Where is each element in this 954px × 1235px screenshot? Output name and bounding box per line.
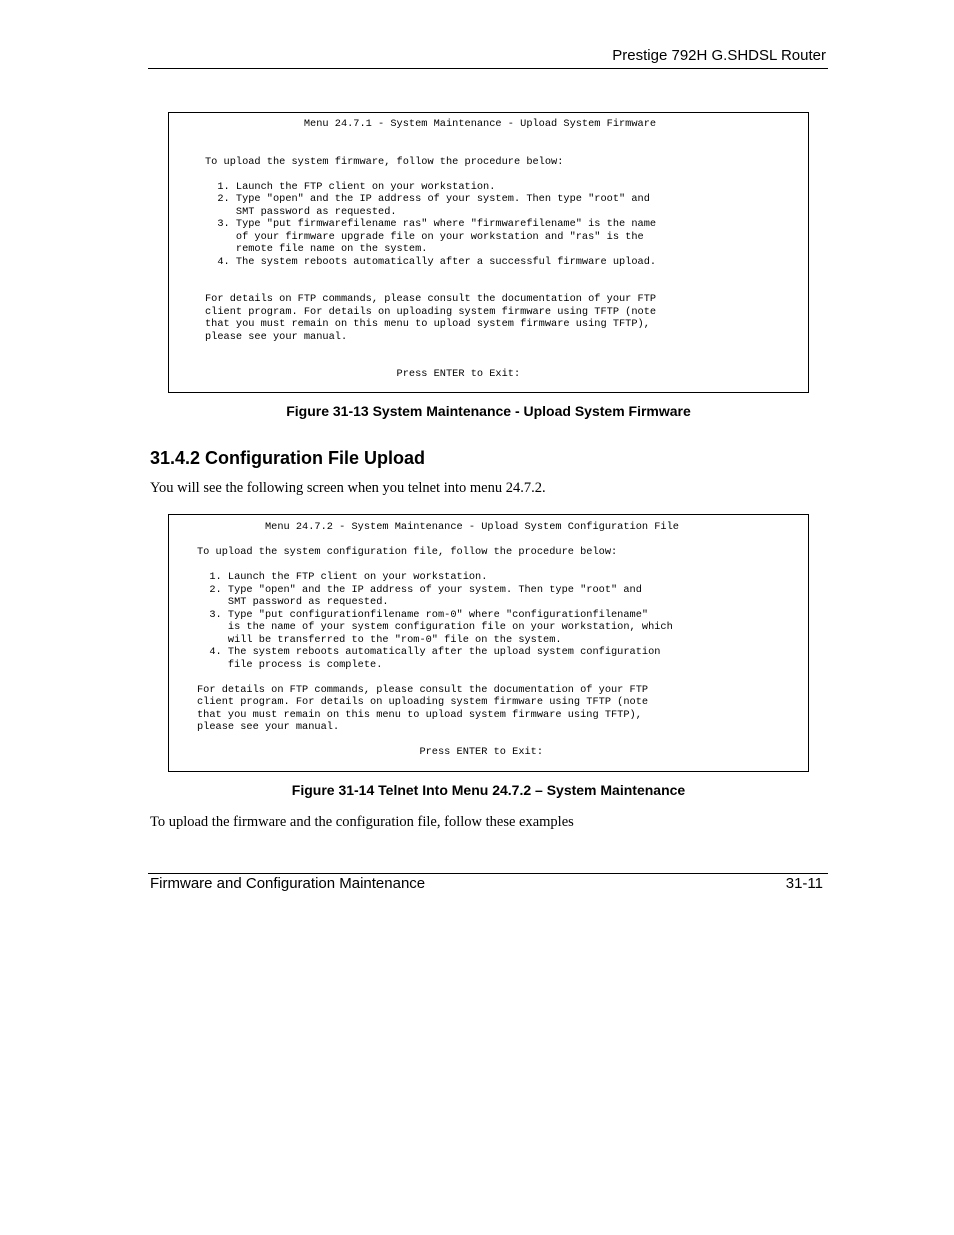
- footer-chapter-title: Firmware and Configuration Maintenance: [150, 875, 426, 892]
- paragraph-intro: You will see the following screen when you telnet into menu 24.7.2.: [150, 480, 546, 496]
- terminal-screen-menu-24-7-2: [168, 514, 809, 772]
- terminal-text: Menu 24.7.2 - System Maintenance - Upload System Configuration File To upload the system configuration file, follow the procedure below: 1. Launch the FTP client on your workstation. 2. Type "open" and the IP address of your system. Then type "root" and SMT password as requested. 3. Type "put configurationfilename rom-0" where "configurationfilename" is the name of your system configuration file on your workstation, which will be transferred to the "rom-0" file on the system. 4. The system reboots automatically after the upload system configuration file process is complete. For details on FTP commands, please consult the documentation of your FTP client program. For details on uploading system firmware using TFTP (note that you must remain on this menu to upload system firmware using TFTP), please see your manual. Press ENTER to Exit:: [197, 521, 679, 758]
- figure-caption: Figure 31-13 System Maintenance - Upload System Firmware: [286, 403, 691, 419]
- figure-caption: Figure 31-14 Telnet Into Menu 24.7.2 – System Maintenance: [291, 782, 686, 798]
- header-divider: [148, 68, 828, 69]
- section-heading: 31.4.2 Configuration File Upload: [150, 448, 426, 468]
- running-header: Prestige 792H G.SHDSL Router: [612, 47, 826, 64]
- terminal-screen-menu-24-7-1: [168, 112, 809, 393]
- footer-divider: [148, 873, 828, 874]
- paragraph-outro: To upload the firmware and the configuration file, follow these examples: [150, 814, 574, 830]
- page-number: 31-11: [785, 875, 823, 892]
- terminal-text: Menu 24.7.1 - System Maintenance - Upload System Firmware To upload the system firmware, follow the procedure below: 1. Launch the FTP client on your workstation. 2. Type "open" and the IP address of your system. Then type "root" and SMT password as requested. 3. Type "put firmwarefilename ras" where "firmwarefilename" is the name of your firmware upgrade file on your workstation and "ras" is the remote file name on the system. 4. The system reboots automatically after a successful firmware upload. For details on FTP commands, please consult the documentation of your FTP client program. For details on uploading system firmware using TFTP (note that you must remain on this menu to upload system firmware using TFTP), please see your manual. Press ENTER to Exit:: [205, 118, 657, 380]
